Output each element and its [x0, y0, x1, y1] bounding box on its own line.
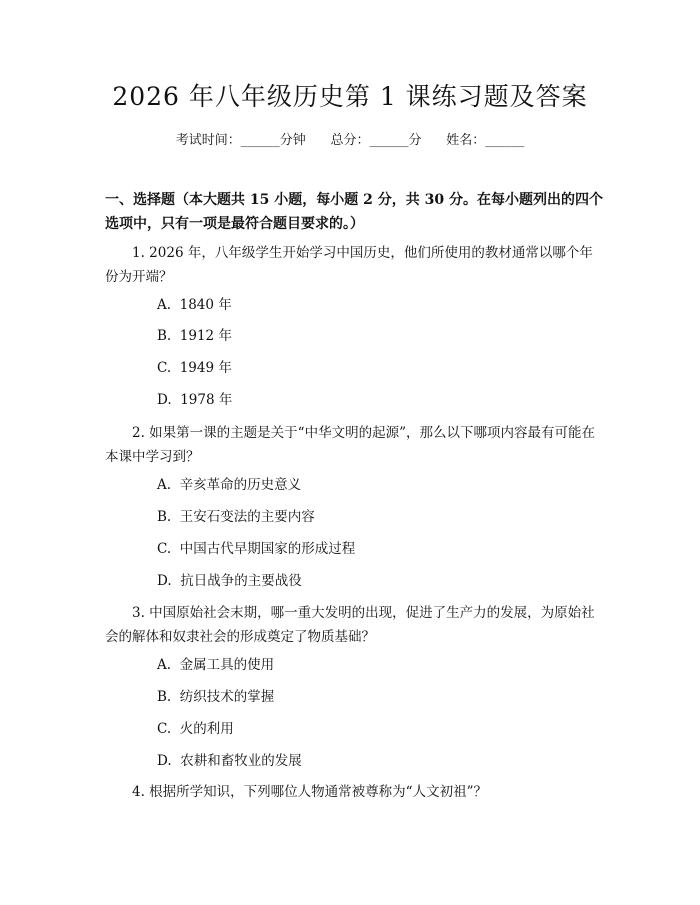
question-2-option-c: C. 中国古代早期国家的形成过程: [157, 541, 356, 557]
question-3-option-a: A. 金属工具的使用: [157, 657, 275, 673]
question-3-option-c: C. 火的利用: [157, 721, 234, 737]
question-2-option-b: B. 王安石变法的主要内容: [157, 509, 315, 525]
question-1-option-c: C. 1949 年: [157, 360, 232, 376]
question-1-option-d: D. 1978 年: [157, 392, 233, 408]
question-2: 2. 如果第一课的主题是关于“中华文明的起源”，那么以下哪项内容最有可能在本课中学习到？: [105, 425, 595, 465]
exam-info-line: 考试时间：______分钟 总分：______分 姓名：______: [175, 133, 525, 148]
question-3-option-d: D. 农耕和畜牧业的发展: [157, 753, 302, 769]
page-title: 2026 年八年级历史第 1 课练习题及答案: [112, 82, 588, 111]
question-1: 1. 2026 年，八年级学生开始学习中国历史，他们所使用的教材通常以哪个年份为开端？: [105, 245, 593, 285]
question-3-option-b: B. 纺织技术的掌握: [157, 689, 275, 705]
question-1-option-b: B. 1912 年: [157, 328, 232, 344]
question-4: 4. 根据所学知识，下列哪位人物通常被尊称为“人文初祖”？: [132, 784, 487, 800]
question-2-option-d: D. 抗日战争的主要战役: [157, 573, 302, 589]
question-1-option-a: A. 1840 年: [157, 297, 232, 313]
question-3: 3. 中国原始社会末期，哪一重大发明的出现，促进了生产力的发展，为原始社会的解体和奴隶社会的形成奠定了物质基础？: [105, 605, 595, 645]
section-heading: 一、选择题（本大题共 15 小题，每小题 2 分，共 30 分。在每小题列出的四个选项中，只有一项是最符合题目要求的。）: [105, 192, 603, 232]
question-2-option-a: A. 辛亥革命的历史意义: [157, 477, 302, 493]
